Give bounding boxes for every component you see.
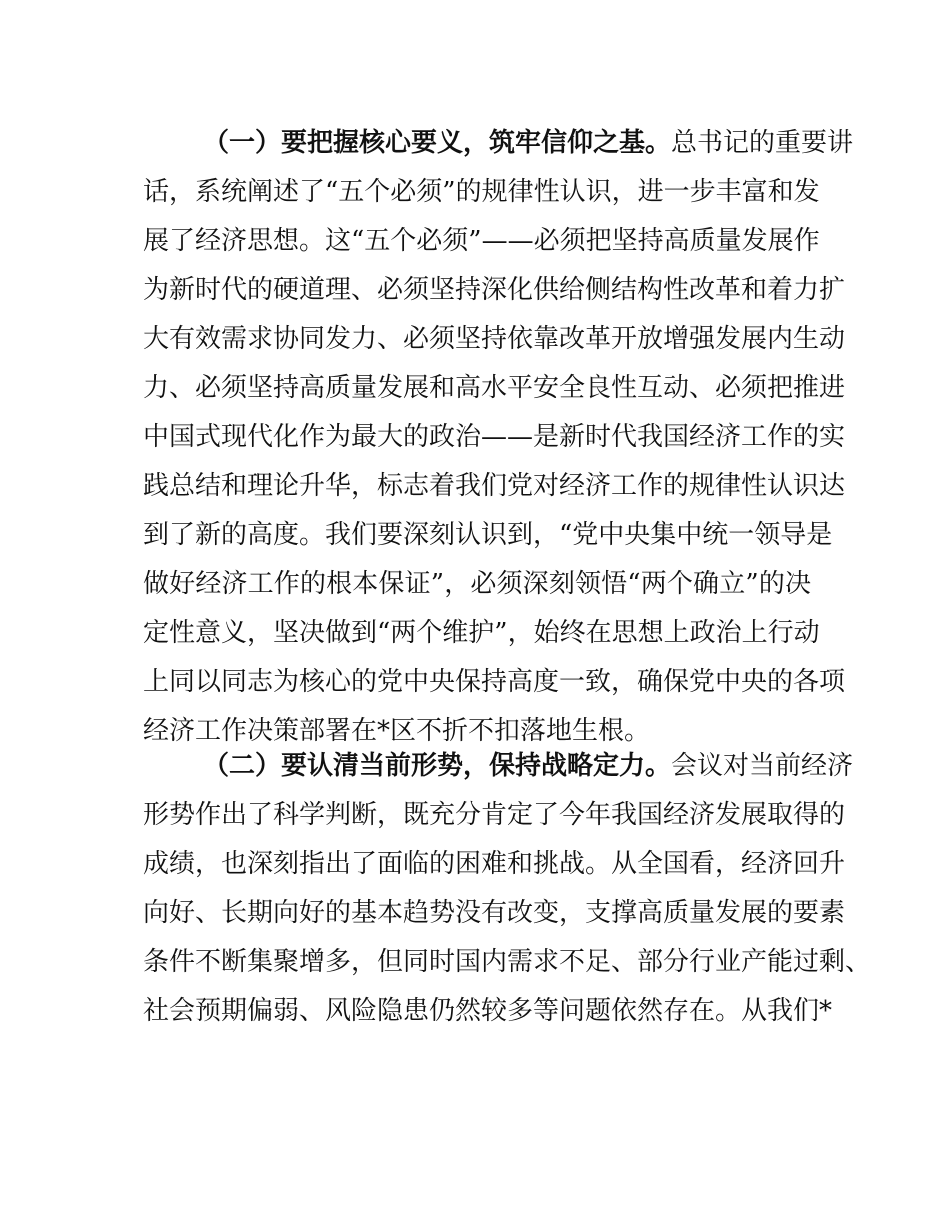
- paragraph-line: 中国式现代化作为最大的政治——是新时代我国经济工作的实: [143, 422, 846, 452]
- paragraph-line: 成绩，也深刻指出了面临的困难和挑战。从全国看，经济回升: [143, 849, 846, 879]
- paragraph-line: 为新时代的硬道理、必须坚持深化供给侧结构性改革和着力扩: [143, 275, 846, 305]
- paragraph-line: 到了新的高度。我们要深刻认识到，“党中央集中统一领导是: [143, 520, 833, 550]
- paragraph-line: 做好经济工作的根本保证”，必须深刻领悟“两个确立”的决: [143, 569, 811, 599]
- paragraph-2: [143, 742, 872, 1036]
- paragraph-first-line: [143, 119, 854, 168]
- paragraph-heading: （一）要把握核心要义，筑牢信仰之基。: [203, 128, 672, 158]
- paragraph-line: 定性意义，坚决做到“两个维护”，始终在思想上政治上行动: [143, 618, 820, 648]
- paragraph-line: 力、必须坚持高质量发展和高水平安全良性互动、必须把推进: [143, 373, 846, 403]
- paragraph-line: 向好、长期向好的基本趋势没有改变，支撑高质量发展的要素: [143, 898, 846, 928]
- paragraph-line: 形势作出了科学判断，既充分肯定了今年我国经济发展取得的: [143, 800, 846, 830]
- paragraph-line: 话，系统阐述了“五个必须”的规律性认识，进一步丰富和发: [143, 177, 820, 207]
- paragraph-line: 上同以同志为核心的党中央保持高度一致，确保党中央的各项: [143, 667, 846, 697]
- paragraph-line: 践总结和理论升华，标志着我们党对经济工作的规律性认识达: [143, 471, 846, 501]
- paragraph-line: 大有效需求协同发力、必须坚持依靠改革开放增强发展内生动: [143, 324, 846, 354]
- paragraph-line: 经济工作决策部署在*区不折不扣落地生根。: [143, 716, 651, 746]
- paragraph-text: 总书记的重要讲: [671, 128, 854, 158]
- paragraph-text: 会议对当前经济: [671, 751, 854, 781]
- paragraph-line: 社会预期偏弱、风险隐患仍然较多等问题依然存在。从我们*: [143, 996, 833, 1026]
- paragraph-line: 条件不断集聚增多，但同时国内需求不足、部分行业产能过剩、: [143, 947, 872, 977]
- paragraph-first-line: [143, 742, 854, 791]
- paragraph-1: [143, 119, 854, 756]
- paragraph-line: 展了经济思想。这“五个必须”——必须把坚持高质量发展作: [143, 226, 820, 256]
- paragraph-heading: （二）要认清当前形势，保持战略定力。: [203, 751, 672, 781]
